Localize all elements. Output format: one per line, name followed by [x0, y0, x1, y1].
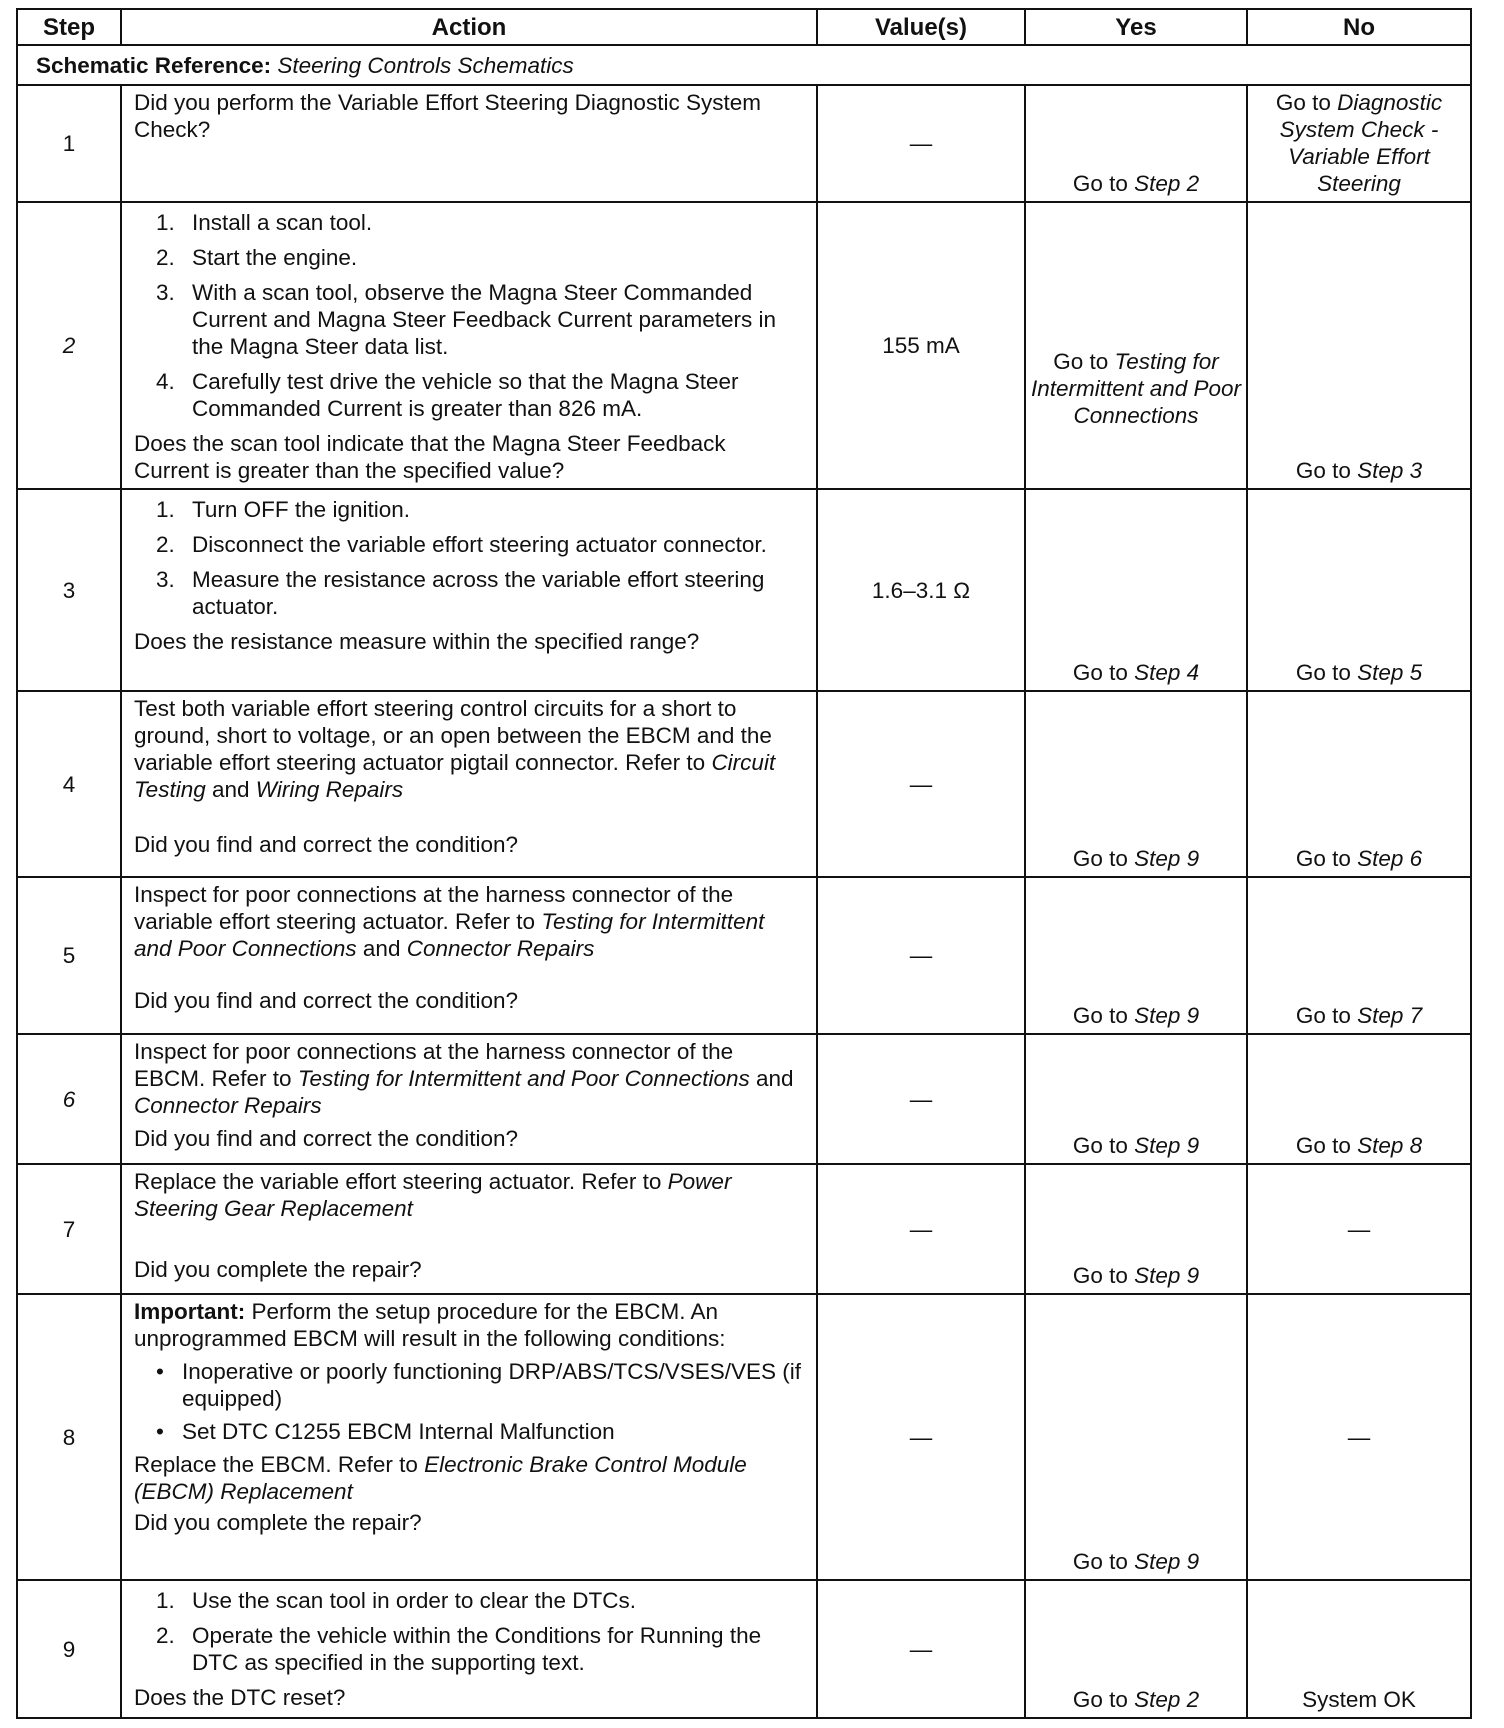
no-target-link[interactable]: Step 3 — [1357, 458, 1423, 483]
yes-target-link[interactable]: Step 9 — [1134, 1263, 1200, 1288]
action-cell — [121, 85, 817, 202]
yes-cell[interactable] — [1025, 1580, 1247, 1718]
go-to-text: Go to — [1072, 1133, 1128, 1158]
table-row-step-2 — [17, 202, 1471, 489]
action-question: Did you find and correct the condition? — [134, 988, 518, 1013]
action-text: Replace the variable effort steering actuator. Refer to Power Steering Gear Replacement — [134, 1169, 732, 1221]
go-to-text: Go to — [1295, 1133, 1351, 1158]
header-row — [17, 9, 1471, 45]
yes-target-link[interactable]: Step 9 — [1134, 1549, 1200, 1574]
action-cell — [121, 202, 817, 489]
action-cell — [121, 1580, 817, 1718]
no-target-link[interactable]: Step 8 — [1357, 1133, 1423, 1158]
value-cell: — — [817, 1034, 1025, 1164]
important-note: Important: Perform the setup procedure for the EBCM. An unprogrammed EBCM will result in the following conditions: — [134, 1299, 726, 1351]
value-cell: — — [817, 1164, 1025, 1294]
no-target-link[interactable]: Step 7 — [1357, 1003, 1423, 1028]
go-to-text: Go to — [1072, 660, 1128, 685]
value-cell: — — [817, 85, 1025, 202]
schematic-row — [17, 45, 1471, 85]
yes-cell[interactable] — [1025, 1164, 1247, 1294]
yes-cell[interactable] — [1025, 691, 1247, 877]
action-question: Did you perform the Variable Effort Steering Diagnostic System Check? — [134, 90, 761, 142]
table-row-step-6 — [17, 1034, 1471, 1164]
action-cell — [121, 1164, 817, 1294]
no-cell[interactable] — [1247, 489, 1471, 691]
go-to-text: Go to — [1053, 349, 1109, 374]
step-number: 8 — [17, 1294, 121, 1580]
action-question: Does the scan tool indicate that the Magna Steer Feedback Current is greater than the specified value? — [134, 431, 726, 483]
value-cell: — — [817, 1294, 1025, 1580]
substep: 2. Operate the vehicle within the Conditions for Running the DTC as specified in the supporting text. — [156, 1623, 762, 1675]
no-cell[interactable] — [1247, 877, 1471, 1034]
schematic-link[interactable]: Steering Controls Schematics — [277, 52, 574, 78]
go-to-text: Go to — [1072, 1549, 1128, 1574]
action-text: Inspect for poor connections at the harness connector of the EBCM. Refer to Testing for Intermittent and Poor Connections and Connector Repairs — [134, 1039, 794, 1118]
substep: 2. Start the engine. — [156, 245, 358, 270]
action-text: Replace the EBCM. Refer to Electronic Brake Control Module (EBCM) Replacement — [134, 1452, 747, 1504]
yes-target-link[interactable]: Step 2 — [1134, 171, 1200, 196]
diagnostic-table — [16, 8, 1472, 1719]
yes-target-link[interactable]: Testing for Intermittent and Poor Connections — [1030, 349, 1242, 428]
action-question: Did you find and correct the condition? — [134, 832, 518, 857]
go-to-text: Go to — [1295, 1003, 1351, 1028]
go-to-text: Go to — [1072, 1687, 1128, 1712]
action-cell — [121, 489, 817, 691]
header-yes: Yes — [1025, 9, 1247, 45]
ref-link[interactable]: Connector Repairs — [406, 936, 595, 961]
ref-link[interactable]: Testing for Intermittent and Poor Connections — [297, 1066, 750, 1091]
action-question: Does the resistance measure within the specified range? — [134, 629, 700, 654]
value-cell: — — [817, 691, 1025, 877]
no-cell[interactable] — [1247, 1034, 1471, 1164]
go-to-text: Go to — [1275, 90, 1331, 115]
go-to-text: Go to — [1072, 171, 1128, 196]
step-number: 2 — [17, 202, 121, 489]
table-row-step-4 — [17, 691, 1471, 877]
substep: 3. With a scan tool, observe the Magna Steer Commanded Current and Magna Steer Feedback Current parameters in the Magna Steer data list. — [156, 280, 777, 359]
ref-link[interactable]: Power Steering Gear Replacement — [134, 1169, 732, 1221]
action-text: Inspect for poor connections at the harness connector of the variable effort steering actuator. Refer to Testing for Intermittent and Poor Connections and Connector Repairs — [134, 882, 765, 961]
table-row-step-5 — [17, 877, 1471, 1034]
action-question: Does the DTC reset? — [134, 1685, 346, 1710]
yes-target-link[interactable]: Step 9 — [1134, 1003, 1200, 1028]
schematic-reference — [17, 45, 1471, 85]
schematic-label: Schematic Reference: — [36, 52, 272, 78]
bullet-item: • Set DTC C1255 EBCM Internal Malfunction — [156, 1419, 615, 1444]
go-to-text: Go to — [1295, 458, 1351, 483]
go-to-text: Go to — [1295, 846, 1351, 871]
substep-list — [134, 209, 806, 422]
no-target-link[interactable]: Step 5 — [1357, 660, 1423, 685]
bullet-list — [134, 1358, 806, 1445]
action-question: Did you complete the repair? — [134, 1510, 422, 1535]
header-values: Value(s) — [817, 9, 1025, 45]
no-cell[interactable] — [1247, 85, 1471, 202]
no-cell[interactable] — [1247, 691, 1471, 877]
table-row-step-7 — [17, 1164, 1471, 1294]
table-row-step-1 — [17, 85, 1471, 202]
table-row-step-8 — [17, 1294, 1471, 1580]
substep: 1. Turn OFF the ignition. — [156, 497, 411, 522]
step-number: 4 — [17, 691, 121, 877]
no-cell: System OK — [1247, 1580, 1471, 1718]
yes-target-link[interactable]: Step 2 — [1134, 1687, 1200, 1712]
value-cell: 1.6–3.1 Ω — [817, 489, 1025, 691]
table-row-step-3 — [17, 489, 1471, 691]
no-cell: — — [1247, 1164, 1471, 1294]
table-row-step-9 — [17, 1580, 1471, 1718]
substep-list — [134, 496, 806, 620]
yes-target-link[interactable]: Step 9 — [1134, 846, 1200, 871]
step-number: 1 — [17, 85, 121, 202]
no-cell[interactable] — [1247, 202, 1471, 489]
go-to-text: Go to — [1295, 660, 1351, 685]
header-action: Action — [121, 9, 817, 45]
step-number: 7 — [17, 1164, 121, 1294]
substep: 4. Carefully test drive the vehicle so that the Magna Steer Commanded Current is greater than 826 mA. — [156, 369, 739, 421]
action-cell — [121, 1034, 817, 1164]
action-text: Test both variable effort steering control circuits for a short to ground, short to voltage, or an open between the EBCM and the variable effort steering actuator pigtail connector. Refer to Circuit Testing and Wiring Repairs — [134, 696, 776, 802]
action-cell — [121, 691, 817, 877]
step-number: 9 — [17, 1580, 121, 1718]
important-label: Important: — [134, 1299, 246, 1324]
header-step: Step — [17, 9, 121, 45]
header-no: No — [1247, 9, 1471, 45]
yes-target-link[interactable]: Step 9 — [1134, 1133, 1200, 1158]
bullet-item: • Inoperative or poorly functioning DRP/ABS/TCS/VSES/VES (if equipped) — [156, 1359, 802, 1411]
action-cell — [121, 877, 817, 1034]
yes-cell[interactable] — [1025, 489, 1247, 691]
no-cell: — — [1247, 1294, 1471, 1580]
substep: 3. Measure the resistance across the variable effort steering actuator. — [156, 567, 765, 619]
substep: 1. Install a scan tool. — [156, 210, 373, 235]
go-to-text: Go to — [1072, 1263, 1128, 1288]
ref-link[interactable]: Electronic Brake Control Module (EBCM) Replacement — [134, 1452, 747, 1504]
yes-target-link[interactable]: Step 4 — [1134, 660, 1200, 685]
ref-link[interactable]: Circuit Testing — [134, 750, 776, 802]
yes-cell[interactable] — [1025, 202, 1247, 489]
ref-link[interactable]: Wiring Repairs — [255, 777, 404, 802]
action-question: Did you complete the repair? — [134, 1257, 422, 1282]
ref-link[interactable]: Testing for Intermittent and Poor Connections — [134, 909, 765, 961]
substep-list — [134, 1587, 806, 1676]
no-target-link[interactable]: Step 6 — [1357, 846, 1423, 871]
action-question: Did you find and correct the condition? — [134, 1126, 518, 1151]
value-cell: — — [817, 1580, 1025, 1718]
yes-cell[interactable] — [1025, 877, 1247, 1034]
yes-cell[interactable] — [1025, 85, 1247, 202]
step-number: 5 — [17, 877, 121, 1034]
ref-link[interactable]: Connector Repairs — [134, 1093, 322, 1118]
no-target-link[interactable]: Diagnostic System Check - Variable Effort Steering — [1279, 90, 1443, 196]
value-cell: — — [817, 877, 1025, 1034]
substep: 1. Use the scan tool in order to clear the DTCs. — [156, 1588, 636, 1613]
go-to-text: Go to — [1072, 1003, 1128, 1028]
value-cell: 155 mA — [817, 202, 1025, 489]
yes-cell[interactable] — [1025, 1294, 1247, 1580]
yes-cell[interactable] — [1025, 1034, 1247, 1164]
step-number: 6 — [17, 1034, 121, 1164]
go-to-text: Go to — [1072, 846, 1128, 871]
step-number: 3 — [17, 489, 121, 691]
substep: 2. Disconnect the variable effort steering actuator connector. — [156, 532, 767, 557]
action-cell — [121, 1294, 817, 1580]
